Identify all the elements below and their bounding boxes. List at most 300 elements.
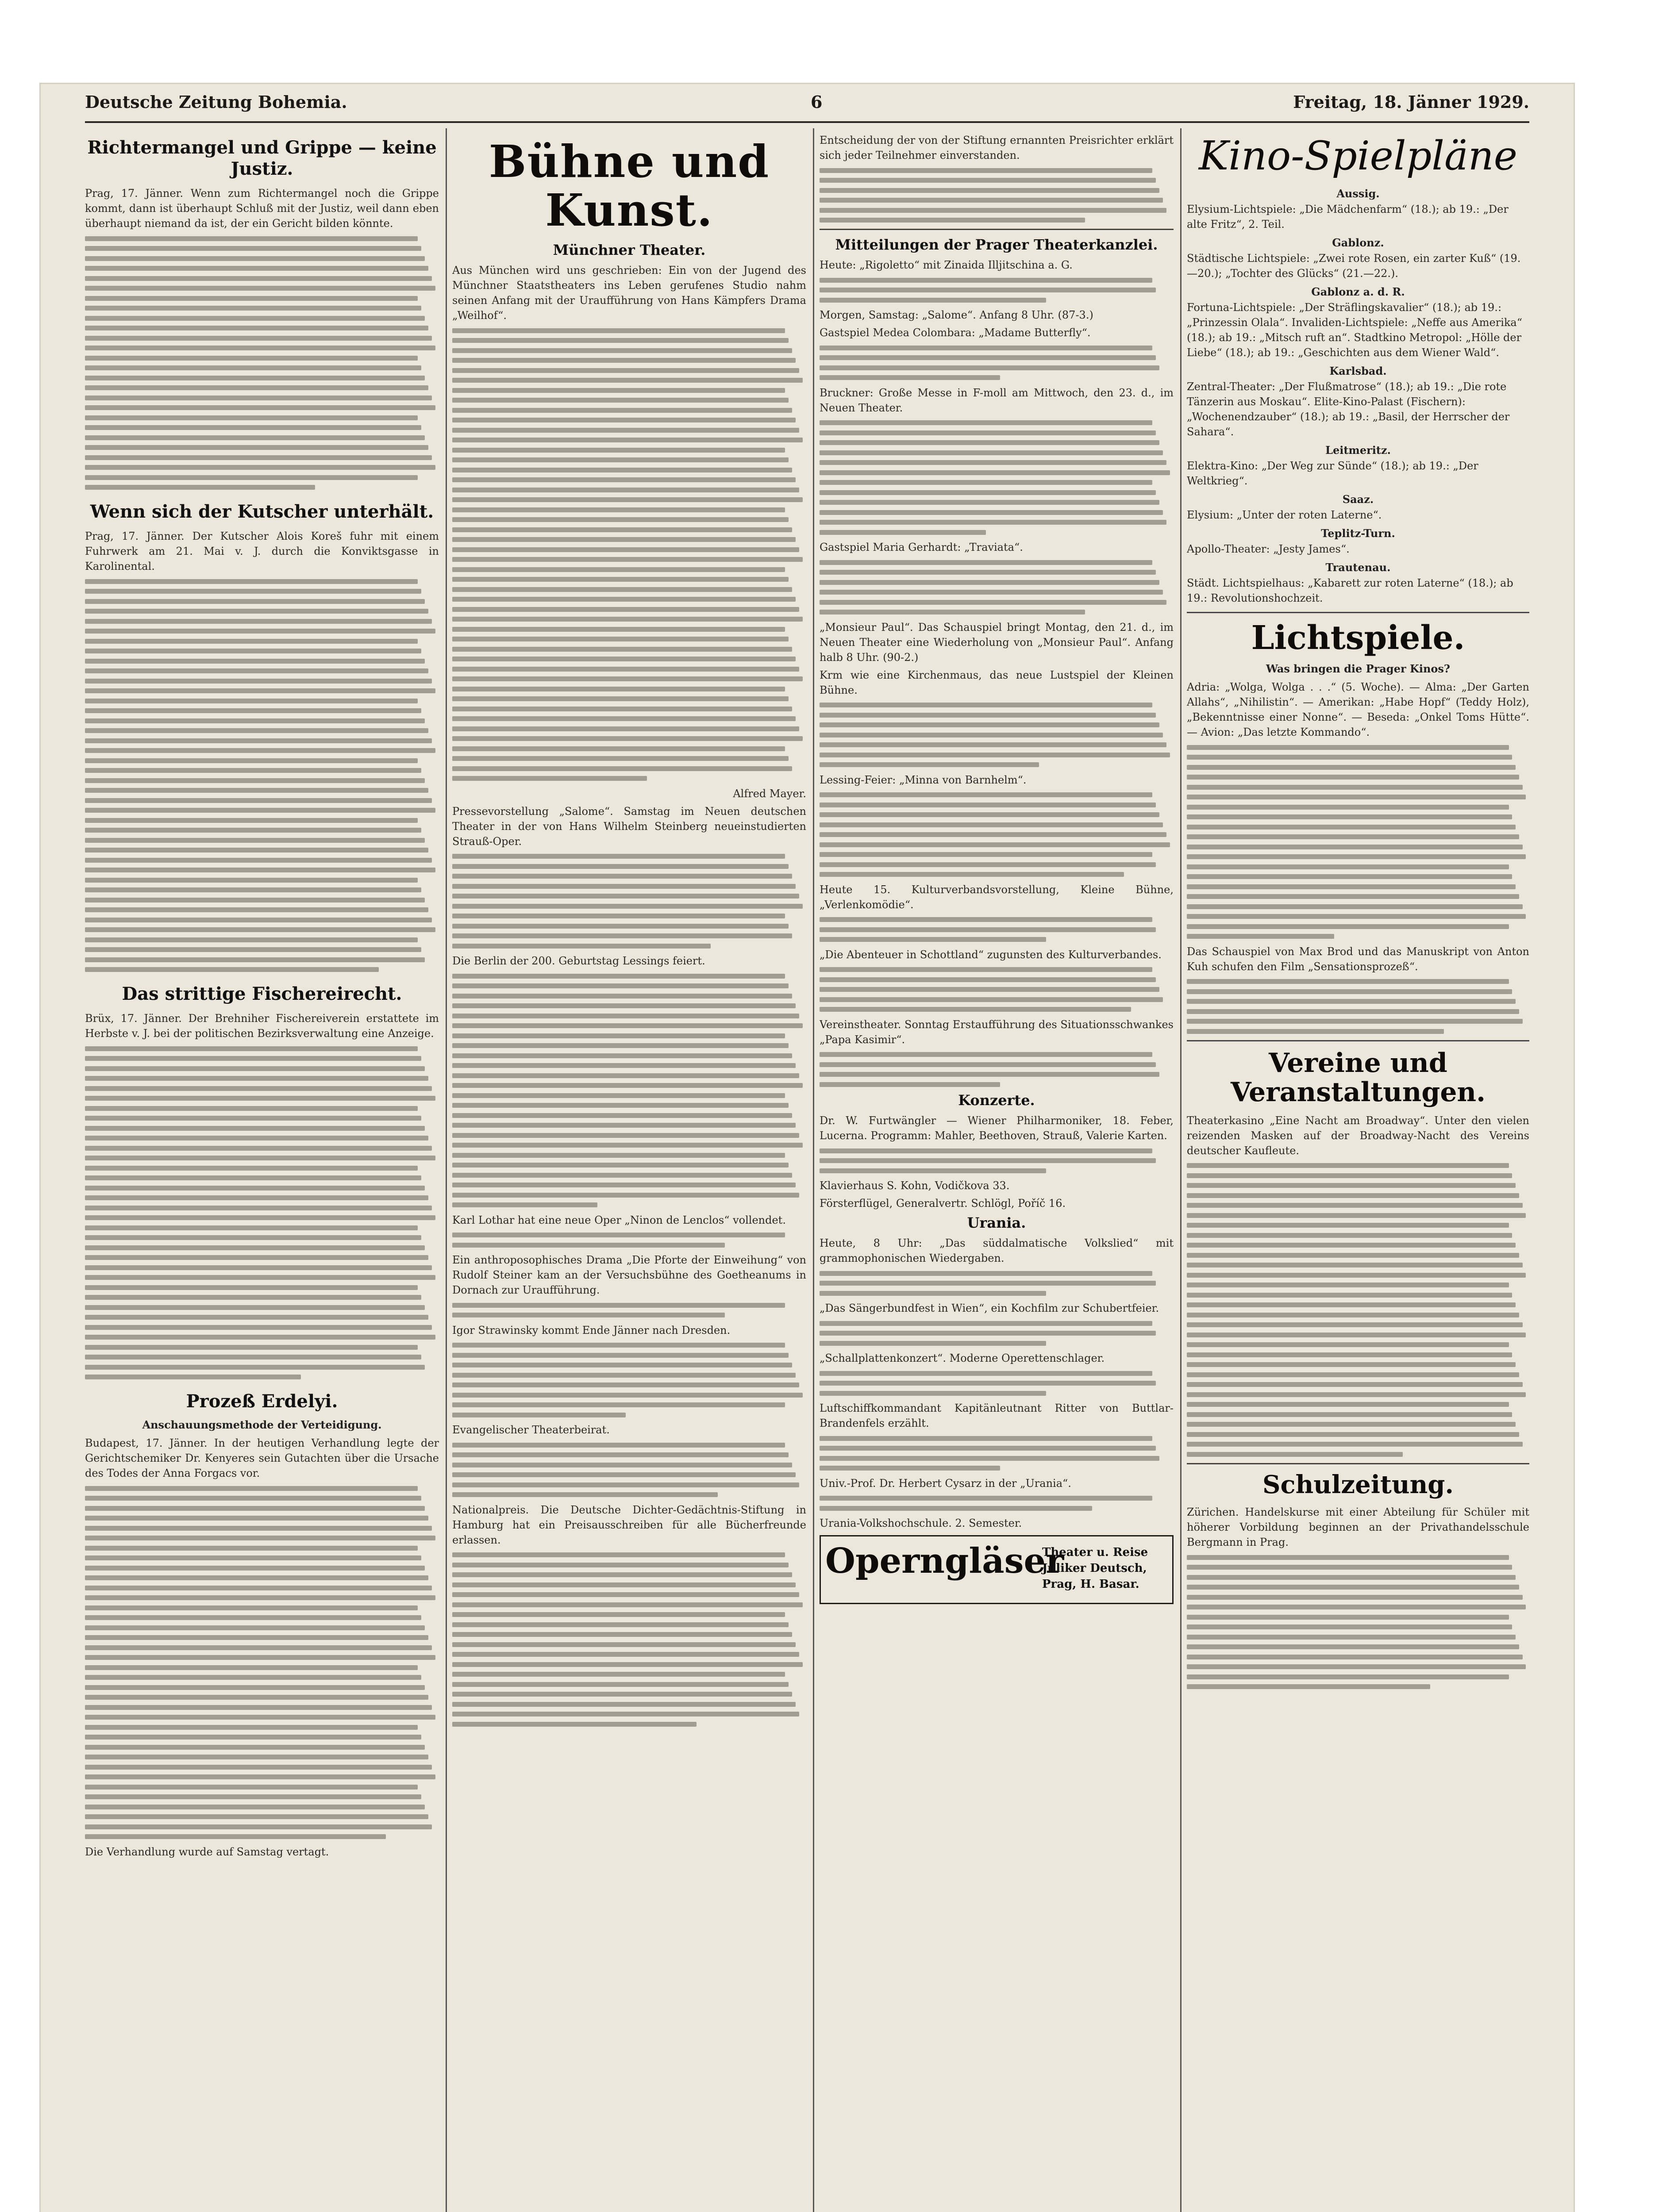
text-line xyxy=(452,1692,792,1697)
text-line xyxy=(820,580,1159,585)
article-body xyxy=(820,917,1174,942)
article-fischereirecht xyxy=(85,983,439,1379)
text-line xyxy=(452,1642,796,1647)
text-line xyxy=(820,1291,1046,1296)
text-line xyxy=(85,1166,418,1171)
text-line xyxy=(1187,834,1519,839)
kino-entry: Zentral-Theater: „Der Flußmatrose“ (18.); ab 19.: „Die rote Tänzerin aus Moskau“. Elite-Kino-Palast (Fischern): „Wochenendzauber“ (18.); ab 19.: „Basil, der Herrscher der Sahara“. xyxy=(1187,380,1510,438)
text-line xyxy=(1187,1223,1509,1228)
text-line xyxy=(452,1303,785,1308)
text-line xyxy=(820,722,1159,727)
text-line xyxy=(820,917,1152,922)
text-line xyxy=(1187,1432,1519,1437)
article-body xyxy=(452,1233,806,1248)
text-line xyxy=(820,703,1152,707)
column-rule xyxy=(1180,128,1182,2212)
text-line xyxy=(85,1834,386,1839)
text-line xyxy=(452,1073,799,1078)
text-line xyxy=(452,933,792,938)
text-line xyxy=(820,198,1163,203)
paragraph: Lessing-Feier: „Minna von Barnhelm“. xyxy=(820,773,1027,786)
text-line xyxy=(820,460,1166,465)
text-line xyxy=(452,1602,803,1607)
text-line xyxy=(85,1116,421,1121)
text-line xyxy=(1187,1644,1519,1649)
text-line xyxy=(1187,1442,1523,1447)
text-line xyxy=(452,517,789,522)
text-line xyxy=(820,590,1163,595)
section-title-theaterkanzlei: Mitteilungen der Prager Theaterkanzlei. xyxy=(835,236,1158,253)
paragraph: Dr. W. Furtwängler — Wiener Philharmoniker, 18. Feber, Lucerna. Programm: Mahler, Beethoven, Strauß, Valerie Karten. xyxy=(820,1114,1174,1142)
text-line xyxy=(85,276,432,281)
text-line xyxy=(452,864,789,869)
text-line xyxy=(85,1086,432,1091)
text-line xyxy=(452,894,799,899)
text-line xyxy=(452,547,799,552)
text-line xyxy=(85,316,425,321)
text-line xyxy=(1187,1452,1403,1457)
text-line xyxy=(820,530,986,535)
text-line xyxy=(85,599,425,604)
kino-place: Leitmeritz. xyxy=(1325,444,1391,457)
text-line xyxy=(452,1153,785,1158)
text-line xyxy=(820,1082,1000,1087)
text-line xyxy=(85,718,425,723)
text-line xyxy=(820,168,1152,173)
kino-entry: Elysium: „Unter der roten Laterne“. xyxy=(1187,509,1382,521)
paragraph: Ein anthroposophisches Drama „Die Pforte der Einweihung“ von Rudolf Steiner kam an der Versuchsbühne des Goetheanums in Dornach zur Uraufführung. xyxy=(452,1254,806,1296)
text-line xyxy=(452,1173,792,1178)
divider xyxy=(1187,1040,1529,1041)
text-line xyxy=(85,1506,425,1511)
text-line xyxy=(85,858,432,863)
text-line xyxy=(452,448,785,453)
text-line xyxy=(820,852,1152,857)
text-line xyxy=(452,1193,799,1198)
section-title-urania: Urania. xyxy=(967,1214,1026,1231)
text-line xyxy=(452,766,792,771)
text-line xyxy=(85,346,435,350)
text-line xyxy=(1187,805,1509,810)
text-line xyxy=(1187,1352,1512,1357)
text-line xyxy=(1187,934,1334,939)
text-line xyxy=(85,1486,418,1491)
article-body xyxy=(820,1371,1174,1396)
text-line xyxy=(820,1052,1152,1057)
text-line xyxy=(452,746,785,751)
article-closing: Die Verhandlung wurde auf Samstag vertagt. xyxy=(85,1845,329,1858)
text-line xyxy=(452,338,789,343)
text-line xyxy=(452,1393,803,1398)
text-line xyxy=(452,627,785,632)
text-line xyxy=(85,1315,428,1320)
text-line xyxy=(452,1443,785,1448)
text-line xyxy=(85,1305,425,1310)
text-line xyxy=(452,1722,697,1727)
text-line xyxy=(85,1665,418,1670)
text-line xyxy=(85,768,421,773)
text-line xyxy=(820,365,1159,370)
text-line xyxy=(85,485,315,490)
text-line xyxy=(820,278,1152,283)
text-line xyxy=(452,974,785,979)
text-line xyxy=(820,742,1166,747)
text-line xyxy=(820,862,1156,867)
paragraph: Evangelischer Theaterbeirat. xyxy=(452,1424,610,1436)
text-line xyxy=(85,639,418,644)
article-body xyxy=(452,328,806,781)
text-line xyxy=(452,1413,626,1417)
kino-place: Gablonz. xyxy=(1332,236,1384,249)
text-line xyxy=(85,748,435,753)
kino-place: Karlsbad. xyxy=(1329,365,1387,377)
text-line xyxy=(452,1563,789,1567)
header-rule xyxy=(85,121,1529,123)
text-line xyxy=(85,668,428,673)
text-line xyxy=(85,1755,428,1759)
text-line xyxy=(85,246,421,251)
text-line xyxy=(452,1043,789,1048)
article-body xyxy=(820,1496,1174,1511)
column-4 xyxy=(1187,133,1529,2212)
paragraph: Pressevorstellung „Salome“. Samstag im Neuen deutschen Theater in der von Hans Wilhelm Steinberg neueinstudierten Strauß-Oper. xyxy=(452,805,806,848)
text-line xyxy=(452,1373,796,1378)
text-line xyxy=(1187,1283,1509,1287)
text-line xyxy=(452,1682,789,1687)
paragraph: Heute 15. Kulturverbandsvorstellung, Kleine Bühne, „Verlenkomödie“. xyxy=(820,883,1174,911)
paragraph: Gastspiel Maria Gerhardt: „Traviata“. xyxy=(820,541,1023,553)
text-line xyxy=(85,579,418,584)
article-prozess-erdelyi xyxy=(85,1391,439,1859)
text-line xyxy=(820,822,1163,827)
divider xyxy=(1187,1463,1529,1464)
text-line xyxy=(1187,765,1516,770)
article-lead: Aus München wird uns geschrieben: Ein von der Jugend des Münchner Staatstheaters ins Leben gerufenes Studio nahm seinen Anfang mit der Uraufführung von Hans Kämpfers Drama „Weilhof“. xyxy=(452,264,806,322)
article-body xyxy=(820,168,1174,223)
text-line xyxy=(452,1202,597,1207)
text-line xyxy=(452,944,711,949)
text-line xyxy=(820,1281,1156,1286)
paragraph: Heute, 8 Uhr: „Das süddalmatische Volkslied“ mit grammophonischen Wiedergaben. xyxy=(820,1237,1174,1264)
text-line xyxy=(85,887,421,892)
kino-entry: Städtische Lichtspiele: „Zwei rote Rosen, ein zarter Kuß“ (19.—20.); „Tochter des Glücks“ (21.—22.). xyxy=(1187,252,1521,280)
text-line xyxy=(1187,745,1509,750)
text-line xyxy=(85,1575,428,1580)
article-body xyxy=(820,703,1174,767)
text-line xyxy=(85,1215,435,1220)
text-line xyxy=(452,488,799,492)
text-line xyxy=(452,707,792,711)
text-line xyxy=(452,348,792,353)
text-line xyxy=(85,798,432,803)
column-rule xyxy=(446,128,447,2212)
article-body xyxy=(820,1436,1174,1471)
paragraph: Heute: „Rigoletto“ mit Zinaida Illjitschina a. G. xyxy=(820,259,1073,271)
text-line xyxy=(85,808,435,813)
text-line xyxy=(85,1245,425,1250)
paragraph: Försterflügel, Generalvertr. Schlögl, Poříč 16. xyxy=(820,1197,1066,1210)
paragraph: Die Berlin der 200. Geburtstag Lessings feiert. xyxy=(452,955,705,967)
text-line xyxy=(85,1725,418,1730)
text-line xyxy=(85,848,428,853)
text-line xyxy=(85,907,428,912)
text-line xyxy=(452,1083,803,1088)
text-line xyxy=(820,178,1156,183)
text-line xyxy=(85,1126,425,1131)
text-line xyxy=(820,490,1156,495)
text-line xyxy=(820,1271,1152,1276)
paragraph: Theaterkasino „Eine Nacht am Broadway“. Unter den vielen reizenden Masken auf der Broadway-Nacht des Vereins deutscher Kaufleute. xyxy=(1187,1114,1529,1157)
page-number: 6 xyxy=(811,92,823,112)
text-line xyxy=(452,1492,718,1497)
text-line xyxy=(1187,755,1512,760)
text-line xyxy=(85,435,425,440)
text-line xyxy=(85,1066,425,1071)
text-line xyxy=(820,450,1163,455)
text-line xyxy=(1187,894,1519,899)
article-body xyxy=(820,967,1174,1012)
text-line xyxy=(452,468,792,472)
text-line xyxy=(452,1712,799,1717)
paragraph: Morgen, Samstag: „Salome“. Anfang 8 Uhr. (87-3.) xyxy=(820,309,1093,321)
text-line xyxy=(452,696,789,701)
text-line xyxy=(1187,864,1509,869)
text-line xyxy=(85,1794,421,1799)
text-line xyxy=(452,1472,796,1477)
advertisement-opernglaeser xyxy=(820,1535,1174,1604)
text-line xyxy=(452,617,803,622)
text-line xyxy=(820,298,1046,303)
text-line xyxy=(820,842,1170,847)
text-line xyxy=(452,904,803,909)
text-line xyxy=(85,356,418,361)
text-line xyxy=(452,1652,799,1657)
text-line xyxy=(452,1133,799,1138)
text-line xyxy=(1187,1233,1512,1238)
text-line xyxy=(820,987,1159,992)
paragraph: Klavierhaus S. Kohn, Vodičkova 33. xyxy=(820,1179,1010,1192)
text-line xyxy=(820,570,1156,575)
article-lead: Brüx, 17. Jänner. Der Brehniher Fischereiverein erstattete im Herbste v. J. bei der politischen Bezirksverwaltung eine Anzeige. xyxy=(85,1012,439,1040)
text-line xyxy=(85,1255,428,1260)
text-line xyxy=(820,610,1085,614)
text-line xyxy=(452,1143,803,1148)
article-body xyxy=(452,974,806,1208)
text-line xyxy=(85,937,418,942)
text-line xyxy=(820,375,1000,380)
text-line xyxy=(820,480,1152,485)
text-line xyxy=(1187,1163,1509,1168)
text-line xyxy=(820,753,1170,757)
text-line xyxy=(85,425,421,430)
text-line xyxy=(85,385,428,390)
text-line xyxy=(452,1463,792,1467)
kino-entry: Apollo-Theater: „Jesty James“. xyxy=(1187,543,1350,555)
section-title-kino: Kino-Spielpläne xyxy=(1199,133,1517,179)
text-line xyxy=(452,1023,803,1028)
text-line xyxy=(452,1702,796,1707)
kino-place: Aussig. xyxy=(1336,187,1380,200)
text-line xyxy=(452,587,792,592)
text-line xyxy=(820,1148,1152,1153)
text-line xyxy=(452,676,803,681)
text-line xyxy=(85,1566,425,1571)
text-line xyxy=(85,1275,435,1280)
text-line xyxy=(1187,1213,1526,1218)
text-line xyxy=(1187,1624,1512,1629)
article-lead: Budapest, 17. Jänner. In der heutigen Verhandlung legte der Gerichtschemiker Dr. Kenyeres sein Gutachten über die Ursache des Todes der Anna Forgacs vor. xyxy=(85,1437,439,1479)
text-line xyxy=(85,1235,421,1240)
text-line xyxy=(85,788,428,793)
text-line xyxy=(85,1325,432,1330)
text-line xyxy=(820,1436,1152,1441)
text-line xyxy=(1187,1263,1523,1267)
text-line xyxy=(85,1136,428,1141)
text-line xyxy=(820,560,1152,565)
article-body xyxy=(820,792,1174,877)
text-line xyxy=(85,1814,428,1819)
text-line xyxy=(85,1146,432,1151)
paragraph: „Die Abenteuer in Schottland“ zugunsten des Kulturverbandes. xyxy=(820,948,1162,961)
text-line xyxy=(1187,1302,1516,1307)
text-line xyxy=(452,1343,785,1348)
text-line xyxy=(452,756,789,761)
text-line xyxy=(85,1285,418,1290)
text-line xyxy=(452,1353,789,1358)
text-line xyxy=(452,687,785,691)
text-line xyxy=(1187,845,1523,849)
page-header xyxy=(85,92,1529,119)
text-line xyxy=(820,812,1159,817)
text-line xyxy=(1187,1655,1523,1659)
text-line xyxy=(85,1625,425,1630)
text-line xyxy=(85,475,418,480)
text-line xyxy=(452,408,792,413)
text-line xyxy=(452,647,792,652)
paragraph: Das Schauspiel von Max Brod und das Manuskript von Anton Kuh schufen den Film „Sensationsprozeß“. xyxy=(1187,945,1529,973)
text-line xyxy=(820,792,1152,797)
kino-place: Trautenau. xyxy=(1325,561,1391,574)
text-line xyxy=(1187,1664,1526,1669)
article-lead: Prag, 17. Jänner. Der Kutscher Alois Koreš fuhr mit einem Fuhrwerk am 21. Mai v. J. durch die Konviktsgasse in Karolinental. xyxy=(85,530,439,572)
text-line xyxy=(820,713,1156,718)
text-line xyxy=(85,1175,421,1180)
text-line xyxy=(85,1156,435,1160)
text-line xyxy=(452,1582,796,1587)
text-line xyxy=(452,667,799,672)
article-body xyxy=(85,236,439,490)
text-line xyxy=(452,924,789,929)
text-line xyxy=(452,736,803,741)
article-body xyxy=(820,1052,1174,1087)
text-line xyxy=(1187,1575,1516,1580)
text-line xyxy=(85,898,425,902)
paragraph: Igor Strawinsky kommt Ende Jänner nach Dresden. xyxy=(452,1324,731,1336)
text-line xyxy=(820,977,1156,982)
text-line xyxy=(1187,1565,1512,1570)
text-line xyxy=(85,336,432,341)
text-line xyxy=(85,838,425,843)
text-line xyxy=(85,236,418,241)
text-line xyxy=(452,854,785,859)
text-line xyxy=(85,1295,421,1300)
article-body xyxy=(820,1271,1174,1296)
text-line xyxy=(1187,1173,1512,1178)
article-body xyxy=(820,278,1174,303)
text-line xyxy=(820,430,1156,435)
column-2 xyxy=(452,133,806,2212)
text-line xyxy=(85,1046,418,1051)
text-line xyxy=(85,1605,418,1610)
text-line xyxy=(85,868,435,872)
article-body xyxy=(452,854,806,949)
text-line xyxy=(452,507,785,512)
text-line xyxy=(452,368,799,373)
text-line xyxy=(820,1062,1156,1067)
text-line xyxy=(452,597,796,602)
text-line xyxy=(85,1785,418,1790)
text-line xyxy=(820,288,1156,292)
kino-listings xyxy=(1187,187,1529,606)
article-body xyxy=(1187,1555,1529,1690)
text-line xyxy=(452,1452,789,1457)
text-line xyxy=(85,1546,418,1551)
text-line xyxy=(1187,775,1519,780)
text-line xyxy=(820,355,1156,360)
text-line xyxy=(820,218,1085,223)
article-body xyxy=(85,1046,439,1380)
text-line xyxy=(452,537,796,542)
article-body xyxy=(452,1343,806,1417)
text-line xyxy=(1187,825,1516,830)
paragraph: „Schallplattenkonzert“. Moderne Operettenschlager. xyxy=(820,1352,1105,1364)
paragraph: Adria: „Wolga, Wolga . . .“ (5. Woche). — Alma: „Der Garten Allahs“, „Nihilistin“. — Amerikan: „Habe Hopf“ (Teddy Holz), „Bekenntnisse einer Nonne“. — Beseda: „Onkel Toms Hütte“. — Avion: „Das letzte Kommando“. xyxy=(1187,681,1529,739)
text-line xyxy=(85,1375,301,1379)
text-line xyxy=(85,1335,435,1340)
ad-headline: Operngläser xyxy=(825,1541,1064,1581)
text-line xyxy=(85,1586,432,1590)
text-line xyxy=(1187,1322,1523,1327)
text-line xyxy=(85,659,425,664)
text-line xyxy=(85,1705,432,1710)
text-line xyxy=(452,1363,792,1367)
text-line xyxy=(85,306,421,311)
text-line xyxy=(1187,1382,1523,1387)
text-line xyxy=(820,762,1039,767)
text-line xyxy=(1187,1402,1509,1407)
text-line xyxy=(452,1313,725,1317)
text-line xyxy=(85,1745,425,1750)
text-line xyxy=(452,418,796,422)
text-line xyxy=(85,1225,418,1230)
text-line xyxy=(820,500,1159,505)
text-line xyxy=(452,1233,785,1237)
text-line xyxy=(1187,785,1523,790)
text-line xyxy=(452,983,789,988)
column-rule xyxy=(813,128,814,2212)
text-line xyxy=(1187,1313,1519,1317)
section-title-vereine: Vereine und Veranstaltungen. xyxy=(1230,1047,1486,1108)
text-line xyxy=(85,629,435,634)
paragraph: Krm wie eine Kirchenmaus, das neue Lustspiel der Kleinen Bühne. xyxy=(820,668,1174,696)
text-line xyxy=(85,1635,428,1640)
article-body xyxy=(1187,1163,1529,1457)
text-line xyxy=(85,1195,428,1200)
newspaper-page xyxy=(41,84,1574,2212)
text-line xyxy=(1187,1293,1512,1298)
text-line xyxy=(820,1381,1156,1386)
text-line xyxy=(85,266,428,271)
